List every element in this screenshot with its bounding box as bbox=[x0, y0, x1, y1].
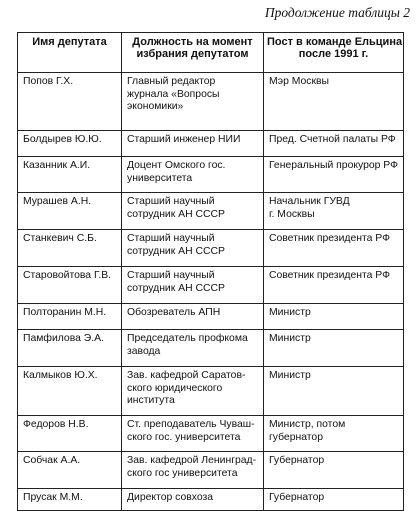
cell-position: Старший научный сотрудник АН СССР bbox=[122, 267, 264, 304]
cell-post: Генеральный прокурор РФ bbox=[264, 157, 404, 193]
cell-name: Станкевич С.Б. bbox=[18, 230, 122, 267]
cell-position: Зав. кафедрой Саратов- ского юридического института bbox=[122, 367, 264, 416]
header-position: Должность на момент избрания депутатом bbox=[122, 33, 264, 73]
table-row bbox=[18, 416, 404, 452]
cell-name: Попов Г.Х. bbox=[18, 73, 122, 131]
cell-post: Министр bbox=[264, 367, 404, 416]
table-row bbox=[18, 330, 404, 367]
cell-name: Прусак М.М. bbox=[18, 489, 122, 511]
cell-position: Обозреватель АПН bbox=[122, 304, 264, 330]
cell-post: Губернатор bbox=[264, 489, 404, 511]
continuation-label: Продолжение таблицы 2 bbox=[264, 5, 410, 20]
cell-name: Мурашев А.Н. bbox=[18, 193, 122, 230]
header-post: Пост в команде Ельцина после 1991 г. bbox=[264, 33, 404, 73]
cell-position: Старший научный сотрудник АН СССР bbox=[122, 230, 264, 267]
cell-name: Федоров Н.В. bbox=[18, 416, 122, 452]
cell-post: Министр, потом губернатор bbox=[264, 416, 404, 452]
table-row bbox=[18, 304, 404, 330]
cell-name: Старовойтова Г.В. bbox=[18, 267, 122, 304]
cell-post: Советник президента РФ bbox=[264, 230, 404, 267]
table-row bbox=[18, 452, 404, 489]
cell-position: Ст. преподаватель Чуваш- ского гос. университета bbox=[122, 416, 264, 452]
cell-position: Председатель профкома завода bbox=[122, 330, 264, 367]
cell-position: Зав. кафедрой Ленинград- ского гос университета bbox=[122, 452, 264, 489]
cell-post: Начальник ГУВД г. Москвы bbox=[264, 193, 404, 230]
cell-name: Собчак А.А. bbox=[18, 452, 122, 489]
table-row bbox=[18, 131, 404, 157]
cell-post: Пред. Счетной палаты РФ bbox=[264, 131, 404, 157]
cell-name: Полторанин М.Н. bbox=[18, 304, 122, 330]
cell-position: Старший научный сотрудник АН СССР bbox=[122, 193, 264, 230]
table-row bbox=[18, 73, 404, 131]
cell-name: Памфилова Э.А. bbox=[18, 330, 122, 367]
table-row bbox=[18, 193, 404, 230]
table-row bbox=[18, 157, 404, 193]
table-header-row bbox=[18, 33, 404, 73]
table-row bbox=[18, 489, 404, 511]
cell-position: Доцент Омского гос. университета bbox=[122, 157, 264, 193]
cell-name: Калмыков Ю.Х. bbox=[18, 367, 122, 416]
cell-position: Старший инженер НИИ bbox=[122, 131, 264, 157]
header-name: Имя депутата bbox=[18, 33, 122, 73]
cell-post: Губернатор bbox=[264, 452, 404, 489]
cell-post: Министр bbox=[264, 304, 404, 330]
deputies-table bbox=[17, 32, 404, 511]
cell-name: Казанник А.И. bbox=[18, 157, 122, 193]
cell-name: Болдырев Ю.Ю. bbox=[18, 131, 122, 157]
cell-position: Главный редактор журнала «Вопросы экономики» bbox=[122, 73, 264, 131]
cell-post: Министр bbox=[264, 330, 404, 367]
cell-post: Мэр Москвы bbox=[264, 73, 404, 131]
cell-position: Директор совхоза bbox=[122, 489, 264, 511]
cell-post: Советник президента РФ bbox=[264, 267, 404, 304]
table-row bbox=[18, 230, 404, 267]
table-row bbox=[18, 267, 404, 304]
table-row bbox=[18, 367, 404, 416]
